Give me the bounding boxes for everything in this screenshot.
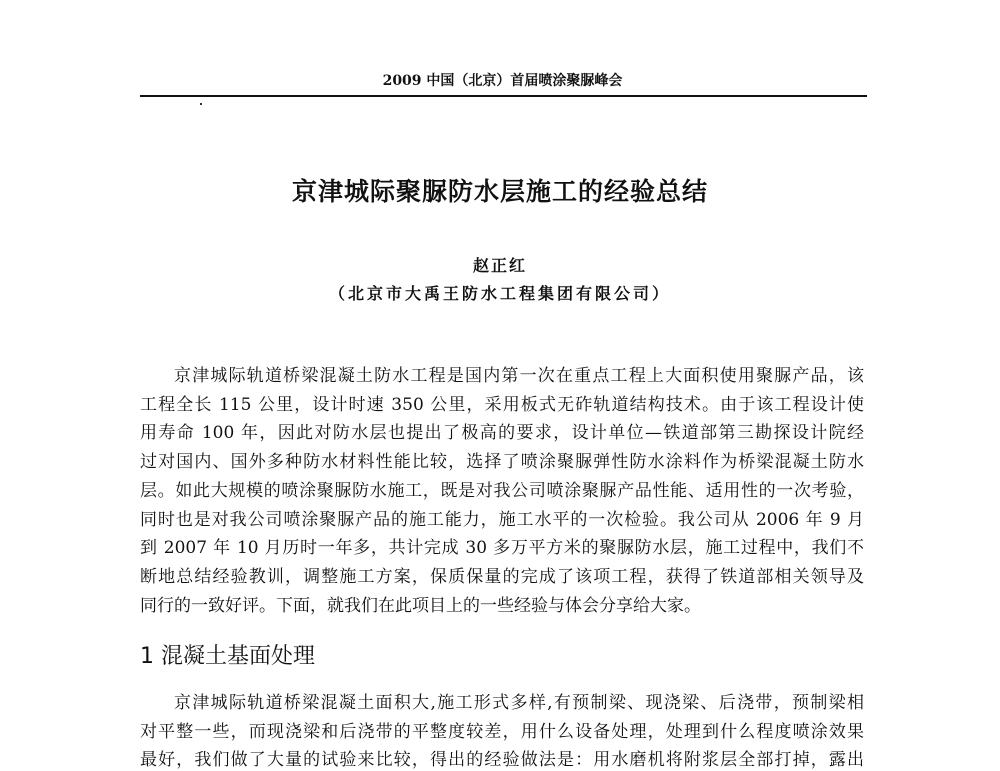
text-line: 最好，我们做了大量的试验来比较，得出的经验做法是：用水磨机将附浆层全部打掉，露出 [140,750,864,771]
section-heading: 1 混凝土基面处理 [140,644,315,669]
text-line: 同行的一致好评。下面，就我们在此项目上的一些经验与体会分享给大家。 [140,595,701,616]
scan-speck [200,103,202,105]
author-name: 赵正红 [472,256,527,275]
text-line: 断地总结经验教训，调整施工方案，保质保量的完成了该项工程，获得了铁道部相关领导及 [140,566,864,587]
text-line: 京津城际轨道桥梁混凝土面积大,施工形式多样,有预制梁、现浇梁、后浇带，预制梁相 [174,693,864,713]
text-line: 到 2007 年 10 月历时一年多，共计完成 30 多万平方米的聚脲防水层，施工过程中，我们不 [140,538,864,559]
text-line: 过对国内、国外多种防水材料性能比较，选择了喷涂聚脲弹性防水涂料作为桥梁混凝土防水 [140,452,864,473]
article-title: 京津城际聚脲防水层施工的经验总结 [291,177,708,206]
text-line: 同时也是对我公司喷涂聚脲产品的施工能力，施工水平的一次检验。我公司从 2006 年 9 月 [140,509,864,530]
text-line: 层。如此大规模的喷涂聚脲防水施工，既是对我公司喷涂聚脲产品性能、适用性的一次考验， [140,480,864,501]
text-line: 京津城际轨道桥梁混凝土防水工程是国内第一次在重点工程上大面积使用聚脲产品，该 [174,366,864,386]
author-affiliation: （北京市大禹王防水工程集团有限公司） [328,284,671,303]
header-rule [140,95,867,97]
text-line: 用寿命 100 年，因此对防水层也提出了极高的要求，设计单位—铁道部第三勘探设计院经 [140,423,864,444]
text-line: 对平整一些，而现浇梁和后浇带的平整度较差，用什么设备处理，处理到什么程度喷涂效果 [140,721,864,742]
text-line: 工程全长 115 公里，设计时速 350 公里，采用板式无砟轨道结构技术。由于该工程设计使 [140,394,864,415]
running-header: 2009 中国（北京）首届喷涂聚脲峰会 [382,73,623,89]
